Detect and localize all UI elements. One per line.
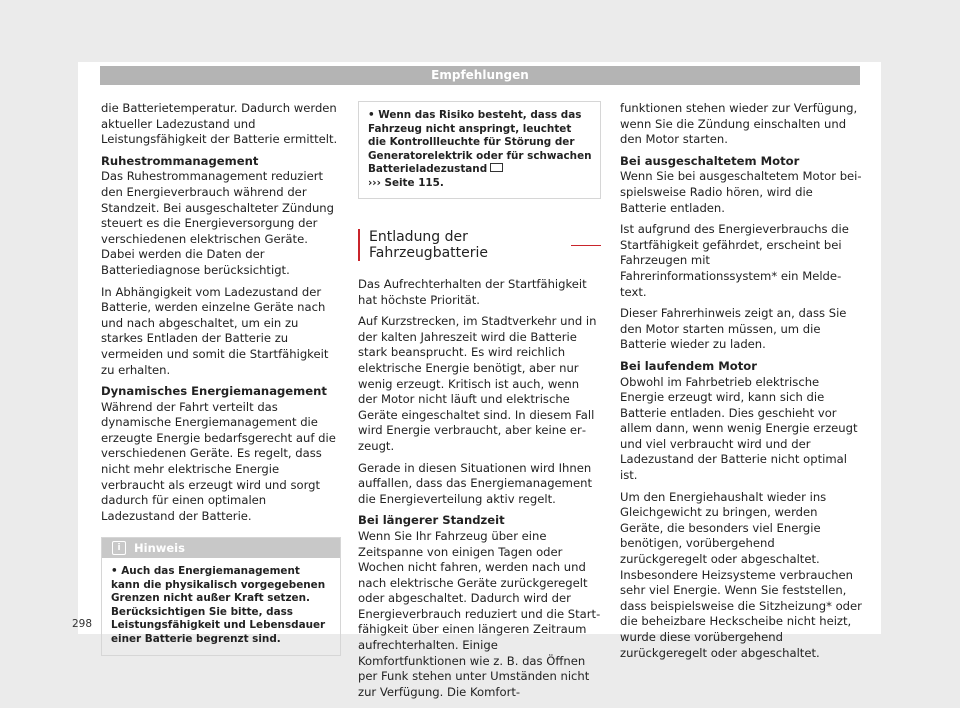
info-icon: i [112, 541, 126, 555]
hint-header [102, 538, 340, 558]
warning-text: • Wenn das Risiko besteht, dass das Fahrzeug nicht anspringt, leuchtet die Kontrollleuchte für Störung der Generatorelektrik oder für schwachen Batterieladezustand [368, 109, 592, 175]
paragraph: Obwohl im Fahrbetrieb elektrische Energie erzeugt wird, kann sich die Batterie entladen. Dies geschieht vor allem dann, wenn wenig Energie erzeugt und viel verbraucht wird und der Ladezustand der Batterie nicht optimal ist. [620, 374, 858, 483]
column-left [101, 101, 341, 656]
subheading: Bei laufendem Motor [620, 358, 757, 373]
hint-title: Hinweis [134, 540, 185, 555]
subheading: Bei ausgeschaltetem Motor [620, 153, 800, 168]
subheading: Bei längerer Standzeit [358, 513, 505, 528]
page-number: 298 [72, 618, 93, 630]
subheading: Dynamisches Energiemanagement [101, 384, 327, 399]
title-rule [571, 245, 601, 246]
page-header: Empfehlungen [100, 66, 860, 85]
column-right [620, 101, 862, 667]
paragraph: Um den Energiehaushalt wieder ins Gleichgewicht zu bringen, werden Geräte, die besonders viel Energie benötigen, vorübergehend zurückgeregelt oder abgeschaltet. Insbesondere Heizsysteme verbrauchen sehr viel Energie. Wenn Sie feststellen, dass beispielsweise die Sitzheizung* oder die beheizbare Heckscheibe nicht heizt, wurde diese vorübergehend zurückgeregelt oder abgeschaltet. [620, 489, 862, 660]
paragraph: Das Ruhestrommanagement reduziert den Energieverbrauch während der Standzeit. Bei ausgeschalteter Zündung steuert es die Energieversorgung der verschiedenen elektrischen Geräte. Dabei werden die Daten der Batteriediagnose berücksichtigt. [101, 169, 335, 277]
paragraph: In Abhängigkeit vom Ladezustand der Batterie, werden einzelne Geräte nach und nach abgeschaltet, um ein zu starkes Entladen der Batterie zu vermeiden und somit die Startfähigkeit zu erhalten. [101, 284, 329, 377]
paragraph: Ist aufgrund des Energieverbrauchs die Startfähigkeit gefährdet, erscheint bei Fahrzeugen mit Fahrerinformationssystem* ein Meldetext. [620, 222, 849, 299]
hint-box [101, 537, 341, 656]
paragraph: funktionen stehen wieder zur Verfügung, wenn Sie die Zündung einschalten und den Motor starten. [620, 101, 858, 147]
subheading: Ruhestrommanagement [101, 153, 259, 168]
battery-icon [490, 163, 503, 172]
warning-box [358, 101, 601, 199]
section-title-text: Entladung der Fahrzeugbatterie [369, 229, 489, 261]
paragraph: Gerade in diesen Situationen wird Ihnen auffallen, dass das Energiemanagement die Energieverteilung aktiv regelt. [358, 460, 593, 506]
column-middle [358, 101, 601, 706]
paragraph: die Batterietemperatur. Dadurch werden aktueller Ladezustand und Leistungsfähigkeit der Batterie ermittelt. [101, 101, 338, 147]
paragraph: Wenn Sie bei ausgeschaltetem Motor beispielsweise Radio hören, wird die Batterie entladen. [620, 169, 862, 215]
paragraph: Während der Fahrt verteilt das dynamische Energiemanagement die erzeugte Energie bedarfsgerecht auf die verschiedenen Geräte. Es regelt, dass nicht mehr elektrische Energie verbraucht als erzeugt wird und sorgt dadurch für einen optimalen Ladezustand der Batterie. [101, 399, 336, 523]
paragraph: Auf Kurzstrecken, im Stadtverkehr und in der kalten Jahreszeit wird die Batterie stark beansprucht. Es wird reichlich elektrische Energie benötigt, aber nur wenig erzeugt. Kritisch ist auch, wenn der Motor nicht läuft und elektrische Geräte eingeschaltet sind. In diesem Fall wird Energie verbraucht, aber keine erzeugt. [358, 314, 597, 453]
paragraph: Das Aufrechterhalten der Startfähigkeit hat höchste Priorität. [358, 277, 587, 307]
hint-text: • Auch das Energiemanagement kann die physikalisch vorgegebenen Grenzen nicht außer Kraft setzen. Berücksichtigen Sie bitte, dass Leistungsfähigkeit und Lebensdauer einer Batterie begrenzt sind. [111, 565, 326, 645]
paragraph: Wenn Sie Ihr Fahrzeug über eine Zeitspanne von einigen Tagen oder Wochen nicht fahren, werden nach und nach elektrische Geräte zurückgeregelt oder abgeschaltet. Dadurch wird der Energieverbrauch reduziert und die Startfähigkeit über einen längeren Zeitraum aufrechterhalten. Einige Komfortfunktionen wie z. B. das Öffnen per Funk stehen unter Umständen nicht zur Verfügung. Die Komfort- [358, 528, 601, 699]
page-reference-link[interactable]: ››› Seite 115. [368, 176, 444, 189]
paragraph: Dieser Fahrerhinweis zeigt an, dass Sie den Motor starten müssen, um die Batterie wieder zu laden. [620, 306, 847, 352]
section-title [358, 229, 601, 261]
